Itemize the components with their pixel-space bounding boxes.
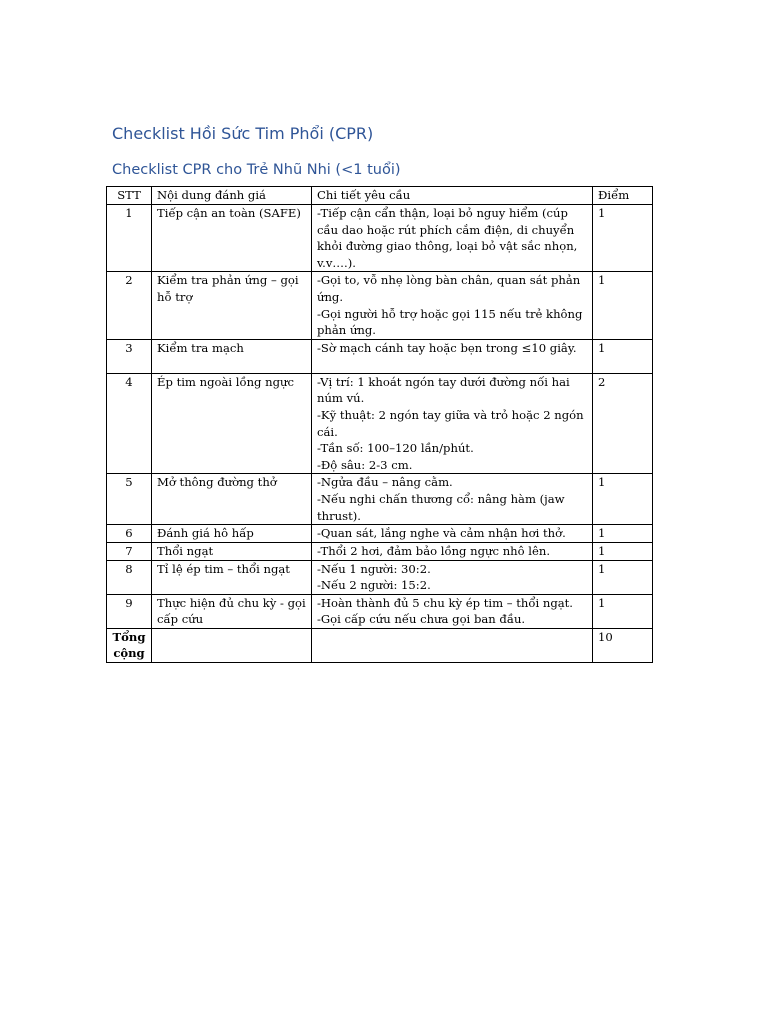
row-detail (312, 272, 593, 339)
total-row (107, 628, 653, 662)
row-detail (312, 542, 593, 560)
detail-line: -Độ sâu: 2-3 cm. (317, 457, 413, 472)
row-content: Thực hiện đủ chu kỳ - gọi cấp cứu (152, 594, 312, 628)
table-row (107, 542, 653, 560)
header-content: Nội dung đánh giá (152, 187, 312, 205)
row-detail (312, 373, 593, 474)
document-title: Checklist Hồi Sức Tim Phổi (CPR) (112, 124, 374, 143)
row-content: Tiếp cận an toàn (SAFE) (152, 205, 312, 272)
row-stt: 3 (107, 339, 152, 373)
table-row (107, 474, 653, 525)
detail-line: -Hoàn thành đủ 5 chu kỳ ép tim – thổi ngạt. (317, 595, 573, 610)
total-score: 10 (593, 628, 653, 662)
row-score: 2 (593, 373, 653, 474)
detail-line: -Thổi 2 hơi, đảm bảo lồng ngực nhô lên. (317, 543, 551, 558)
row-detail (312, 205, 593, 272)
table-row (107, 272, 653, 339)
row-detail (312, 339, 593, 373)
detail-line: -Kỹ thuật: 2 ngón tay giữa và trỏ hoặc 2 ngón cái. (317, 407, 584, 439)
detail-line: -Gọi cấp cứu nếu chưa gọi ban đầu. (317, 612, 526, 627)
table-header-row (107, 187, 653, 205)
row-stt: 7 (107, 542, 152, 560)
detail-line: -Tiếp cận cẩn thận, loại bỏ nguy hiểm (cúp cầu dao hoặc rút phích cắm điện, di chuyển khỏi đường giao thông, loại bỏ vật sắc nhọn, v.v….). (317, 206, 578, 270)
row-content: Đánh giá hô hấp (152, 525, 312, 543)
detail-line: -Nếu 2 người: 15:2. (317, 578, 431, 593)
row-stt: 1 (107, 205, 152, 272)
row-content: Tỉ lệ ép tim – thổi ngạt (152, 560, 312, 594)
row-stt: 9 (107, 594, 152, 628)
total-content-empty (152, 628, 312, 662)
row-stt: 8 (107, 560, 152, 594)
detail-line: -Gọi to, vỗ nhẹ lòng bàn chân, quan sát phản ứng. (317, 273, 581, 304)
row-score: 1 (593, 525, 653, 543)
row-detail (312, 594, 593, 628)
row-stt: 2 (107, 272, 152, 339)
row-score: 1 (593, 542, 653, 560)
table-row (107, 205, 653, 272)
row-detail (312, 560, 593, 594)
row-stt: 5 (107, 474, 152, 525)
row-content: Ép tim ngoài lồng ngực (152, 373, 312, 474)
detail-line: -Tần số: 100–120 lần/phút. (317, 441, 474, 456)
header-detail: Chi tiết yêu cầu (312, 187, 593, 205)
detail-line: -Quan sát, lắng nghe và cảm nhận hơi thở. (317, 526, 566, 541)
detail-line: -Nếu nghi chấn thương cổ: nâng hàm (jaw thrust). (317, 491, 565, 523)
detail-line: -Gọi người hỗ trợ hoặc gọi 115 nếu trẻ không phản ứng. (317, 306, 583, 338)
row-stt: 4 (107, 373, 152, 474)
row-stt: 6 (107, 525, 152, 543)
header-score: Điểm (593, 187, 653, 205)
row-score: 1 (593, 474, 653, 525)
document-subtitle: Checklist CPR cho Trẻ Nhũ Nhi (<1 tuổi) (112, 162, 401, 178)
table-row (107, 594, 653, 628)
detail-line: -Vị trí: 1 khoát ngón tay dưới đường nối hai núm vú. (317, 374, 570, 406)
header-stt: STT (107, 187, 152, 205)
row-detail (312, 474, 593, 525)
row-score: 1 (593, 339, 653, 373)
total-detail-empty (312, 628, 593, 662)
row-content: Kiểm tra mạch (152, 339, 312, 373)
detail-line: -Ngửa đầu – nâng cằm. (317, 475, 453, 490)
detail-line: -Nếu 1 người: 30:2. (317, 561, 431, 576)
row-score: 1 (593, 594, 653, 628)
row-score: 1 (593, 205, 653, 272)
cpr-checklist-table (106, 186, 653, 663)
row-detail (312, 525, 593, 543)
row-content: Kiểm tra phản ứng – gọi hỗ trợ (152, 272, 312, 339)
table-row (107, 373, 653, 474)
row-content: Thổi ngạt (152, 542, 312, 560)
total-label: Tổng cộng (107, 628, 152, 662)
table-row (107, 339, 653, 373)
row-content: Mở thông đường thở (152, 474, 312, 525)
detail-line: -Sờ mạch cánh tay hoặc bẹn trong ≤10 giây. (317, 340, 577, 355)
row-score: 1 (593, 272, 653, 339)
table-row (107, 525, 653, 543)
table-row (107, 560, 653, 594)
row-score: 1 (593, 560, 653, 594)
